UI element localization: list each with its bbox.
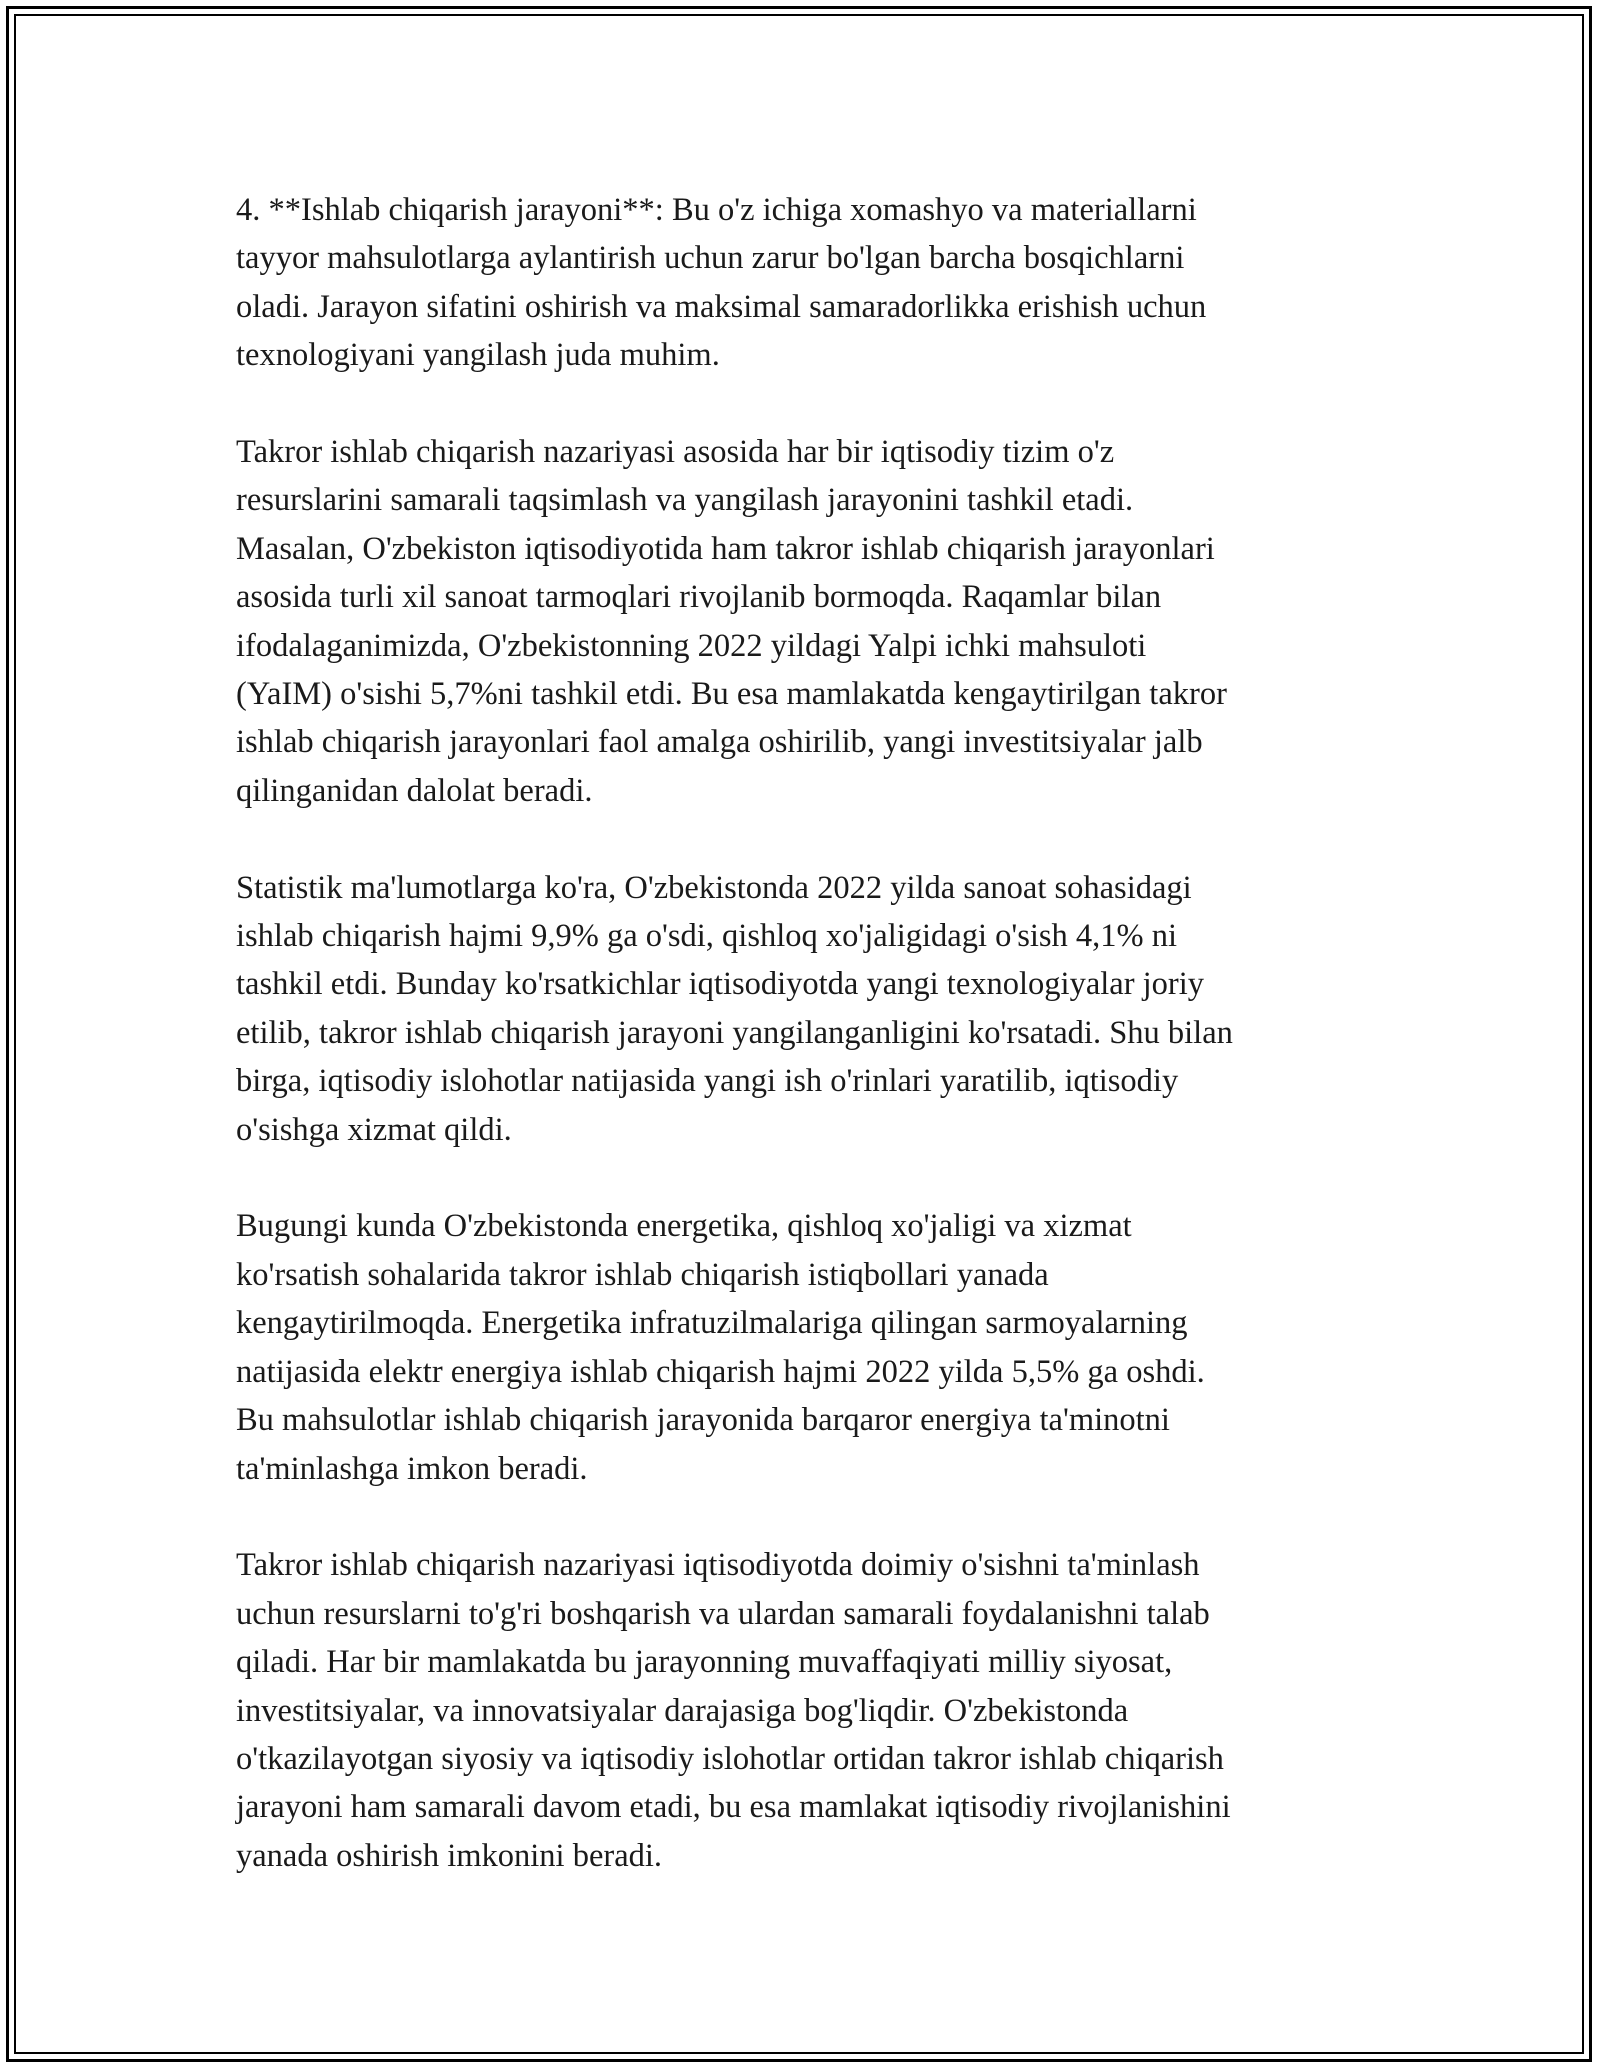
paragraph-energy-sector: Bugungi kunda O'zbekistonda energetika, qishloq xo'jaligi va xizmat ko'rsatish sohalarida takror ishlab chiqarish istiqbollari yanada kengaytirilmoqda. Energetika infratuzilmalariga qilingan sarmoyalarning natijasida elektr energiya ishlab chiqarish hajmi 2022 yilda 5,5% ga oshdi. Bu mahsulotlar ishlab chiqarish jarayonida barqaror energiya ta'minotni ta'minlashga imkon beradi. (236, 1208, 1205, 1487)
paragraph-reproduction-theory: Takror ishlab chiqarish nazariyasi asosida har bir iqtisodiy tizim o'z resurslarini samarali taqsimlash va yangilash jarayonini tashkil etadi. Masalan, O'zbekiston iqtisodiyotida ham takror ishlab chiqarish jarayonlari asosida turli xil sanoat tarmoqlari rivojlanib bormoqda. Raqamlar bilan ifodalaganimizda, O'zbekistonning 2022 yildagi Yalpi ichki mahsuloti (YaIM) o'sishi 5,7%ni tashkil etdi. Bu esa mamlakatda kengaytirilgan takror ishlab chiqarish jarayonlari faol amalga oshirilib, yangi investitsiyalar jalb qilinganidan dalolat beradi. (236, 434, 1227, 809)
paragraph-conclusion: Takror ishlab chiqarish nazariyasi iqtisodiyotda doimiy o'sishni ta'minlash uchun resurslarni to'g'ri boshqarish va ulardan samarali foydalanishni talab qiladi. Har bir mamlakatda bu jarayonning muvaffaqiyati milliy siyosat, investitsiyalar, va innovatsiyalar darajasiga bog'liqdir. O'zbekistonda o'tkazilayotgan siyosiy va iqtisodiy islohotlar ortidan takror ishlab chiqarish jarayoni ham samarali davom etadi, bu esa mamlakat iqtisodiy rivojlanishini yanada oshirish imkonini beradi. (236, 1547, 1231, 1874)
paragraph-production-process: 4. **Ishlab chiqarish jarayoni**: Bu o'z ichiga xomashyo va materiallarni tayyor mahsulotlarga aylantirish uchun zarur bo'lgan barcha bosqichlarni oladi. Jarayon sifatini oshirish va maksimal samaradorlikka erishish uchun texnologiyani yangilash juda muhim. (236, 192, 1207, 374)
document-body (236, 186, 1366, 1929)
paragraph-statistics: Statistik ma'lumotlarga ko'ra, O'zbekistonda 2022 yilda sanoat sohasidagi ishlab chiqarish hajmi 9,9% ga o'sdi, qishloq xo'jaligidagi o'sish 4,1% ni tashkil etdi. Bunday ko'rsatkichlar iqtisodiyotda yangi texnologiyalar joriy etilib, takror ishlab chiqarish jarayoni yangilanganligini ko'rsatadi. Shu bilan birga, iqtisodiy islohotlar natijasida yangi ish o'rinlari yaratilib, iqtisodiy o'sishga xizmat qildi. (236, 869, 1233, 1148)
